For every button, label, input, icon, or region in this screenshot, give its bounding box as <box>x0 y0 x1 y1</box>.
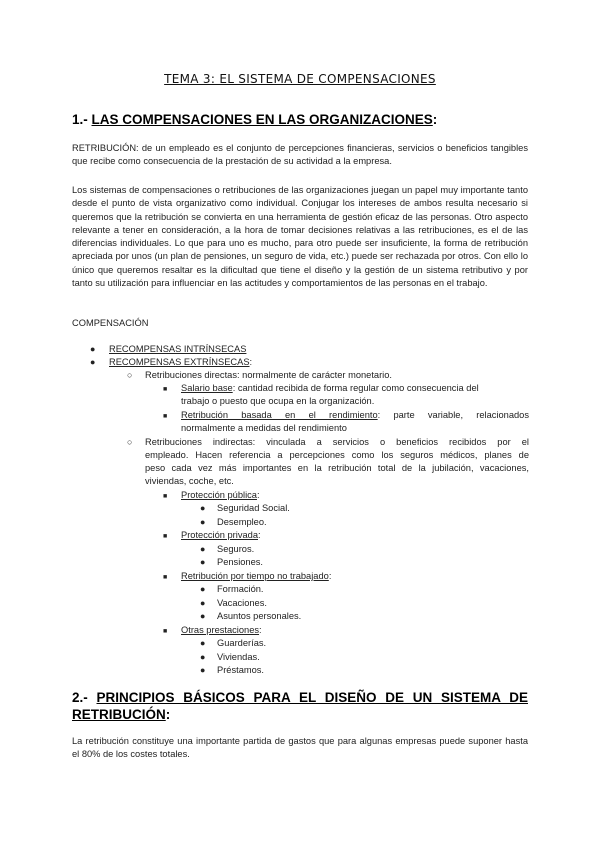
list-item-desempleo: Desempleo. <box>217 517 267 527</box>
list-item-rendimiento-cont: normalmente a medidas del rendimiento <box>181 423 347 433</box>
list-item-directas: Retribuciones directas: normalmente de carácter monetario. <box>145 370 393 380</box>
compensation-systems-paragraph: Los sistemas de compensaciones o retribuciones de las organizaciones juegan un papel muy importante tanto desde el punto de vista organizativo como individual. Conjugar los intereses de ambos resulta necesario si queremos que la retribución se convierta en una herramienta de gestión eficaz de las personas. Otro aspecto relevante a tener en consideración, a la hora de tomar decisiones relativas a las retribuciones, es el de las diferencias individuales. Lo que para uno es mucho, para otro puede ser insuficiente, la forma de retribución apreciada por unos (un plan de pensiones, un seguro de vida, etc.) puede ser rechazada por otros. Con ello lo único que queremos resaltar es la dificultad que tiene el diseño y la gestión de un sistema retributivo y por tanto su utilización para influenciar en las actitudes y comportamientos de las personas en el trabajo. <box>72 185 528 289</box>
bullet-square-icon: ■ <box>163 493 168 500</box>
bullet-dot-icon: ● <box>200 503 206 513</box>
list-item-rendimiento: Retribución basada en el rendimiento: parte variable, relacionados <box>181 410 529 420</box>
retribution-cost-paragraph: La retribución constituye una importante partida de gastos que para algunas empresas puede suponer hasta el 80% de los costes totales. <box>72 736 528 760</box>
list-item-seguros: Seguros. <box>217 544 255 554</box>
bullet-dot-icon: ● <box>200 638 206 648</box>
list-item-salario-base: Salario base: cantidad recibida de forma regular como consecuencia del <box>181 383 479 393</box>
list-item-indirectas-cont-1: empleado. Hacen referencia a percepciones como los seguros médicos, planes de <box>145 450 529 460</box>
list-item-proteccion-privada: Protección privada: <box>181 530 261 540</box>
bullet-square-icon: ■ <box>163 413 168 420</box>
bullet-dot-icon: ● <box>200 665 206 675</box>
bullet-dot-icon: ● <box>200 584 206 594</box>
list-item-otras-prestaciones: Otras prestaciones: <box>181 625 262 635</box>
bullet-square-icon: ■ <box>163 533 168 540</box>
list-item-indirectas: Retribuciones indirectas: vinculada a servicios o beneficios recibidos por el <box>145 437 529 447</box>
bullet-square-icon: ■ <box>163 628 168 635</box>
section-2-heading: 2.- PRINCIPIOS BÁSICOS PARA EL DISEÑO DE UN SISTEMA DE <box>72 690 528 705</box>
bullet-circle-icon: ○ <box>127 370 133 380</box>
bullet-dot-icon: ● <box>200 544 206 554</box>
list-item-seguridad-social: Seguridad Social. <box>217 503 290 513</box>
bullet-dot-icon: ● <box>200 517 206 527</box>
bullet-circle-icon: ○ <box>127 437 133 447</box>
bullet-dot-icon: ● <box>200 557 206 567</box>
section-2-heading-cont: RETRIBUCIÓN: <box>72 707 171 722</box>
list-item-intrinsecas: RECOMPENSAS INTRÍNSECAS <box>109 344 247 354</box>
retribucion-definition: RETRIBUCIÓN: de un empleado es el conjunto de percepciones financieras, servicios o beneficios tangibles que recibe como consecuencia de la prestación de su actividad a la empresa. <box>72 143 528 167</box>
list-item-extrinsecas: RECOMPENSAS EXTRÍNSECAS: <box>109 357 253 367</box>
list-item-proteccion-publica: Protección pública: <box>181 490 260 500</box>
list-item-guarderias: Guarderías. <box>217 638 267 648</box>
list-item-tiempo-no-trabajado: Retribución por tiempo no trabajado: <box>181 571 332 581</box>
list-item-asuntos-personales: Asuntos personales. <box>217 611 302 621</box>
bullet-square-icon: ■ <box>163 574 168 581</box>
document-title: TEMA 3: EL SISTEMA DE COMPENSACIONES <box>164 72 436 86</box>
list-item-vacaciones: Vacaciones. <box>217 598 267 608</box>
list-item-viviendas: Viviendas. <box>217 652 260 662</box>
list-item-salario-base-cont: trabajo o puesto que ocupa en la organización. <box>181 396 375 406</box>
list-item-pensiones: Pensiones. <box>217 557 263 567</box>
compensacion-label: COMPENSACIÓN <box>72 318 149 328</box>
section-1-heading: 1.- LAS COMPENSACIONES EN LAS ORGANIZACIONES: <box>72 112 438 127</box>
list-item-prestamos: Préstamos. <box>217 665 265 675</box>
list-item-formacion: Formación. <box>217 584 264 594</box>
bullet-dot-icon: ● <box>200 652 206 662</box>
bullet-dot-icon: ● <box>200 598 206 608</box>
bullet-dot-icon: ● <box>90 357 96 367</box>
bullet-dot-icon: ● <box>200 611 206 621</box>
bullet-square-icon: ■ <box>163 386 168 393</box>
bullet-dot-icon: ● <box>90 344 96 354</box>
list-item-indirectas-cont-2: peso cada vez más importantes en la retribución total de la jubilación, vacaciones, <box>145 463 529 473</box>
list-item-indirectas-cont-3: viviendas, coche, etc. <box>145 476 234 486</box>
